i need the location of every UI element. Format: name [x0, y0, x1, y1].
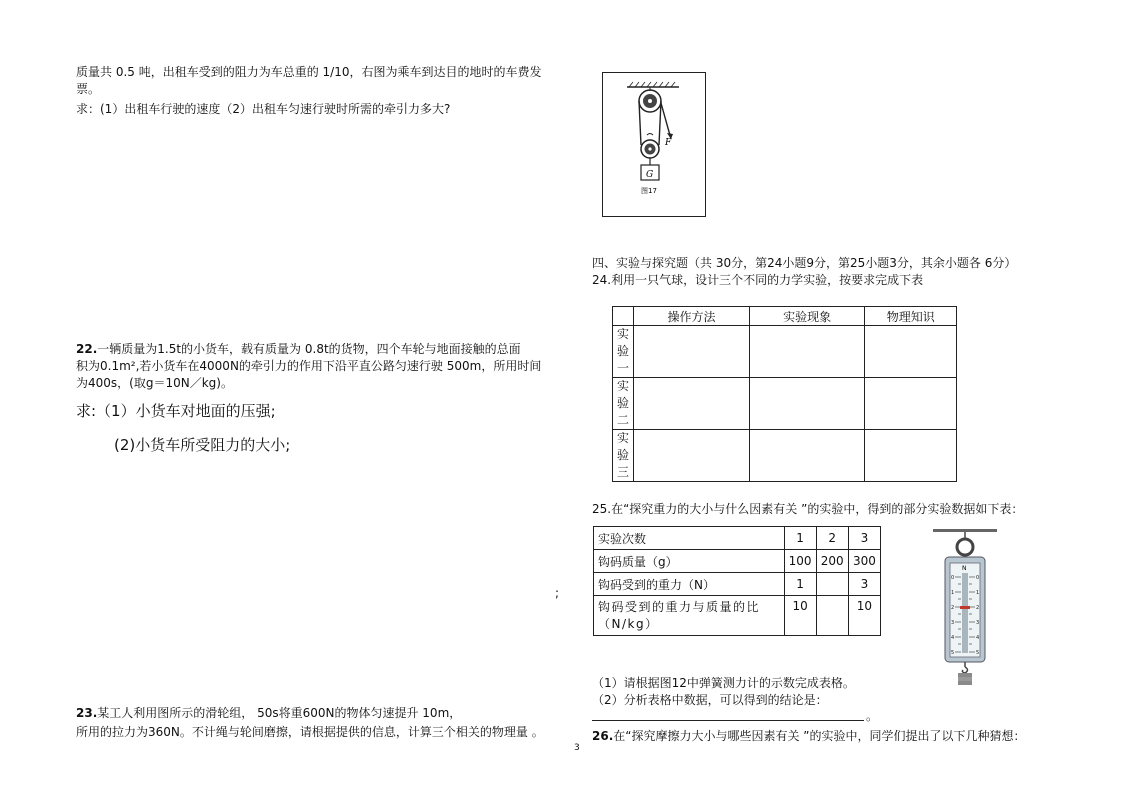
q25-cell: 100	[784, 550, 816, 573]
scale-left-tick: 5	[951, 650, 955, 656]
q25-text: 25.在“探究重力的大小与什么因素有关 ”的实验中，得到的部分实验数据如下表：	[592, 502, 1024, 516]
q24-header-method: 操作方法	[634, 307, 750, 326]
q24-row-3	[613, 430, 957, 482]
q24-cell[interactable]	[865, 378, 957, 430]
q25-cell: 10	[848, 596, 880, 636]
scale-left-tick: 2	[951, 605, 955, 611]
q21-line1: 质量共 0.5 吨，出租车受到的阻力为车总重的 1/10，右图为乘车到达目的地时的车费发	[76, 65, 542, 79]
q22-question2: (2)小货车所受阻力的大小;	[114, 436, 291, 454]
weight-label: G	[646, 170, 654, 180]
q22-text1: 一辆质量为1.5t的小货车，载有质量为 0.8t的货物，四个车轮与地面接触的总面	[97, 342, 521, 356]
figure-caption: 图17	[641, 187, 657, 195]
q25-cell: 1	[784, 527, 816, 550]
q24-header-phenomenon: 实验现象	[749, 307, 865, 326]
q26-line	[592, 728, 1026, 745]
q25-row-label: 钩码质量（g）	[594, 550, 785, 573]
q24-cell[interactable]	[634, 378, 750, 430]
scale-right-tick: 2	[976, 605, 980, 611]
q24-cell[interactable]	[749, 326, 865, 378]
q23-line1	[76, 705, 461, 722]
q24-cell[interactable]	[634, 326, 750, 378]
q24-text: 24.利用一只气球，设计三个不同的力学实验，按要求完成下表	[592, 273, 924, 287]
q25-sub2: （2）分析表格中数据，可以得到的结论是：	[592, 693, 828, 707]
q25-blank-end: 。	[866, 709, 879, 723]
q25-row-mass	[594, 550, 881, 573]
q24-row-2	[613, 378, 957, 430]
q25-row-trials	[594, 527, 881, 550]
scale-right-tick: 5	[976, 650, 980, 656]
q24-row-label: 实 验 一	[613, 326, 634, 378]
scale-right-tick: 0	[976, 575, 980, 581]
scale-right-tick: 3	[976, 620, 980, 626]
q22-line2: 积为0.1m²,若小货车在4000N的牵引力的作用下沿平直公路匀速行驶 500m，所用时间	[76, 359, 542, 373]
spring-scale-image	[925, 527, 1005, 685]
pulley-figure	[602, 72, 706, 217]
q24-cell[interactable]	[749, 430, 865, 482]
q24-row-1	[613, 326, 957, 378]
spring-scale-diagram	[925, 527, 1005, 685]
scale-unit-label: N	[962, 565, 967, 572]
q25-row-label: 钩码受到的重力与质量的比（N/kg）	[594, 596, 785, 636]
q25-row-weight	[594, 573, 881, 596]
q24-header-row	[613, 307, 957, 326]
q25-cell-blank[interactable]	[816, 573, 848, 596]
scale-left-tick: 0	[951, 575, 955, 581]
q21-question: 求：(1）出租车行驶的速度（2）出租车匀速行驶时所需的牵引力多大?	[76, 102, 451, 116]
scale-left-tick: 3	[951, 620, 955, 626]
page-number: 3	[574, 743, 580, 753]
q23-line2: 所用的拉力为360N。不计绳与轮间磨擦，请根据提供的信息，计算三个相关的物理量 。	[76, 725, 544, 739]
q24-cell[interactable]	[749, 378, 865, 430]
q23-number: 23.	[76, 706, 98, 720]
q24-header-knowledge: 物理知识	[865, 307, 957, 326]
q25-cell: 10	[784, 596, 816, 636]
q22-number: 22.	[76, 342, 98, 356]
stray-mark: ;	[555, 586, 560, 600]
q25-cell: 3	[848, 527, 880, 550]
force-label: F	[665, 138, 672, 148]
q25-row-ratio	[594, 596, 881, 636]
q22-line3: 为400s，(取g＝10N／kg)。	[76, 376, 233, 390]
scale-right-tick: 1	[976, 590, 980, 596]
q25-table	[593, 526, 881, 636]
q25-cell-blank[interactable]	[816, 596, 848, 636]
q24-cell[interactable]	[865, 430, 957, 482]
q24-table	[612, 306, 957, 482]
pulley-diagram	[603, 73, 705, 216]
q24-row-label: 实 验 二	[613, 378, 634, 430]
q25-cell: 1	[784, 573, 816, 596]
q24-corner-cell	[613, 307, 634, 326]
scale-right-tick: 4	[976, 635, 980, 641]
q25-cell: 3	[848, 573, 880, 596]
q25-row-label: 钩码受到的重力（N）	[594, 573, 785, 596]
q24-cell[interactable]	[634, 430, 750, 482]
section-4-heading: 四、实验与探究题（共 30分，第24小题9分，第25小题3分，其余小题各 6分）	[592, 256, 1017, 270]
q22-line1	[76, 341, 521, 358]
q22-question1: 求:（1）小货车对地面的压强;	[76, 402, 276, 420]
q24-row-label: 实 验 三	[613, 430, 634, 482]
q26-text: 在“探究摩擦力大小与哪些因素有关 ”的实验中，同学们提出了以下几种猜想：	[613, 729, 1026, 743]
q25-cell: 200	[816, 550, 848, 573]
q25-cell: 300	[848, 550, 880, 573]
q23-text1: 某工人利用图所示的滑轮组， 50s将重600N的物体匀速提升 10m，	[97, 706, 462, 720]
q25-sub1: （1）请根据图12中弹簧测力计的示数完成表格。	[592, 676, 855, 690]
q26-number: 26.	[592, 729, 614, 743]
q25-row-label: 实验次数	[594, 527, 785, 550]
q25-answer-blank[interactable]	[592, 720, 864, 721]
scale-left-tick: 1	[951, 590, 955, 596]
q25-cell: 2	[816, 527, 848, 550]
scale-left-tick: 4	[951, 635, 955, 641]
q24-cell[interactable]	[865, 326, 957, 378]
q21-line2: 票。	[76, 82, 101, 96]
